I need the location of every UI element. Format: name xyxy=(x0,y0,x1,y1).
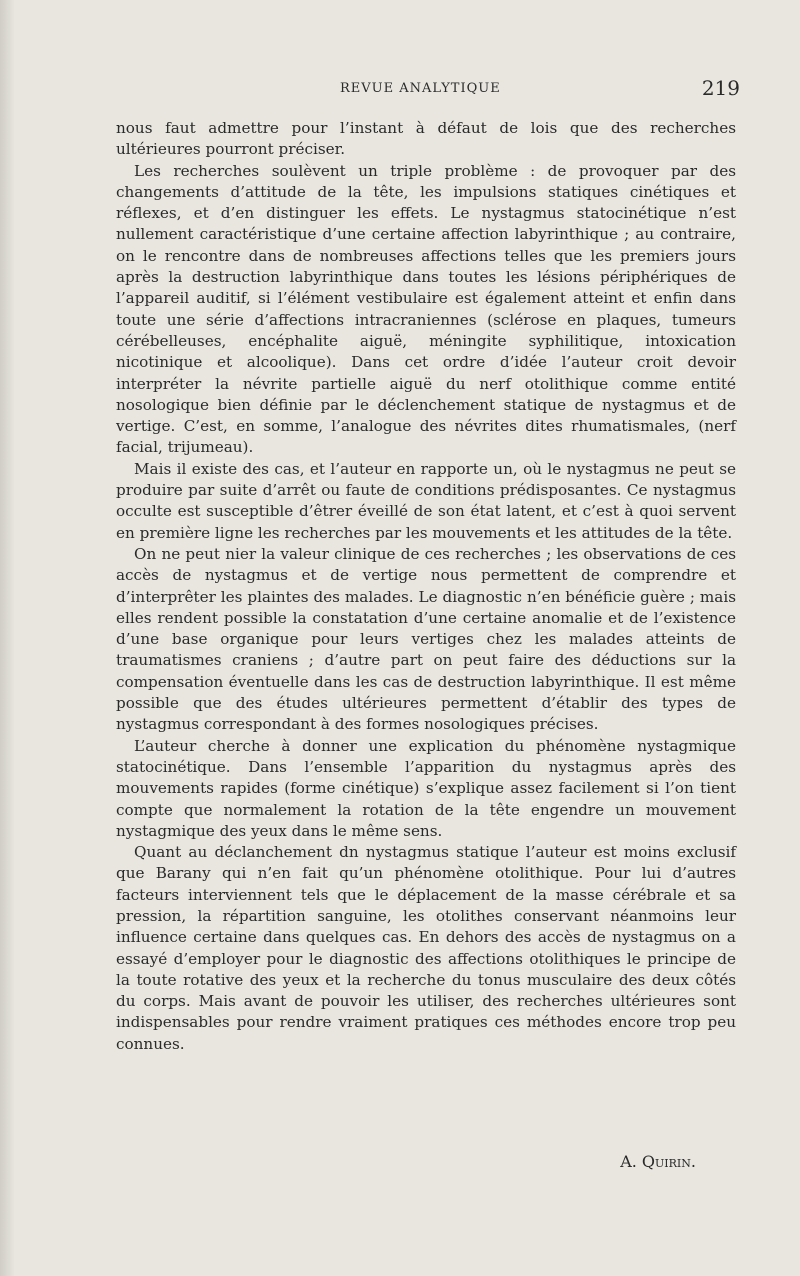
paragraph-6: Quant au déclanchement dn nystagmus statique l’auteur est moins exclusif que Barany qui n’en fait qu’un phénomène otolithique. Pour lui d’autres facteurs interviennent tels que le déplacement de la masse cérébrale et sa pression, la répartition sanguine, les otolithes conservant néanmoins leur influence certaine dans quelques cas. En dehors des accès de nystagmus on a essayé d’employer pour le diagnostic des affections otolithiques le principe de la toute rotative des yeux et la recherche du tonus musculaire des deux côtés du corps. Mais avant de pouvoir les utiliser, des recherches ultérieures sont indispensables pour rendre vraiment pratiques ces méthodes encore trop peu connues. xyxy=(116,843,736,1053)
article-body xyxy=(116,118,736,1055)
page-spine-shadow xyxy=(0,0,14,1276)
page-header xyxy=(110,76,740,101)
paragraph-1: nous faut admettre pour l’instant à défaut de lois que des recherches ultérieures pourront préciser. xyxy=(116,119,736,159)
running-head: REVUE ANALYTIQUE xyxy=(340,81,501,96)
paragraph-5: L’auteur cherche à donner une explication du phénomène nystagmique statocinétique. Dans l’ensemble l’apparition du nystagmus après des mouvements rapides (forme cinétique) s’explique assez facilement si l’on tient compte que normalement la rotation de la tête engendre un mouvement nystagmique des yeux dans le même sens. xyxy=(116,736,736,840)
paragraph-2: Les recherches soulèvent un triple problème : de provoquer par des changements d’attitude de la tête, les impulsions statiques cinétiques et réflexes, et d’en distinguer les effets. Le nystagmus statocinétique n’est nullement caractéristique d’une certaine affection labyrinthique ; au contraire, on le rencontre dans de nombreuses affections telles que les premiers jours après la destruction labyrinthique dans toutes les lésions périphériques de l’appareil auditif, si l’élément vestibulaire est également atteint et enfin dans toute une série d’affections intracraniennes (sclérose en plaques, tumeurs cérébelleuses, encéphalite aiguë, méningite syphilitique, intoxication nicotinique et alcoolique). Dans cet ordre d’idée l’auteur croit devoir interpréter la névrite partielle aiguë du nerf otolithique comme entité nosologique bien définie par le déclenchement statique de nystagmus et de vertige. C’est, en somme, l’analogue des névrites dites rhumatismales, (nerf facial, trijumeau). xyxy=(116,161,736,457)
page-number: 219 xyxy=(701,76,740,100)
author-signature: A. Quirin. xyxy=(620,1152,696,1171)
paragraph-3: Mais il existe des cas, et l’auteur en rapporte un, où le nystagmus ne peut se produire par suite d’arrêt ou faute de conditions prédisposantes. Ce nystagmus occulte est susceptible d’êtrer éveillé de son état latent, et c’est à quoi servent en première ligne les recherches par les mouvements et les attitudes de la tête. xyxy=(116,459,736,542)
paragraph-4: On ne peut nier la valeur clinique de ces recherches ; les observations de ces accès de nystagmus et de vertige nous permettent de comprendre et d’interprêter les plaintes des malades. Le diagnostic n’en bénéficie guère ; mais elles rendent possible la constatation d’une certaine anomalie et de l’existence d’une base organique pour leurs vertiges chez les malades atteints de traumatismes craniens ; d’autre part on peut faire des déductions sur la compensation éventuelle dans les cas de destruction labyrinthique. Il est même possible que des études ultérieures permettent d’établir des types de nystagmus correspondant à des formes nosologiques précises. xyxy=(116,544,736,734)
